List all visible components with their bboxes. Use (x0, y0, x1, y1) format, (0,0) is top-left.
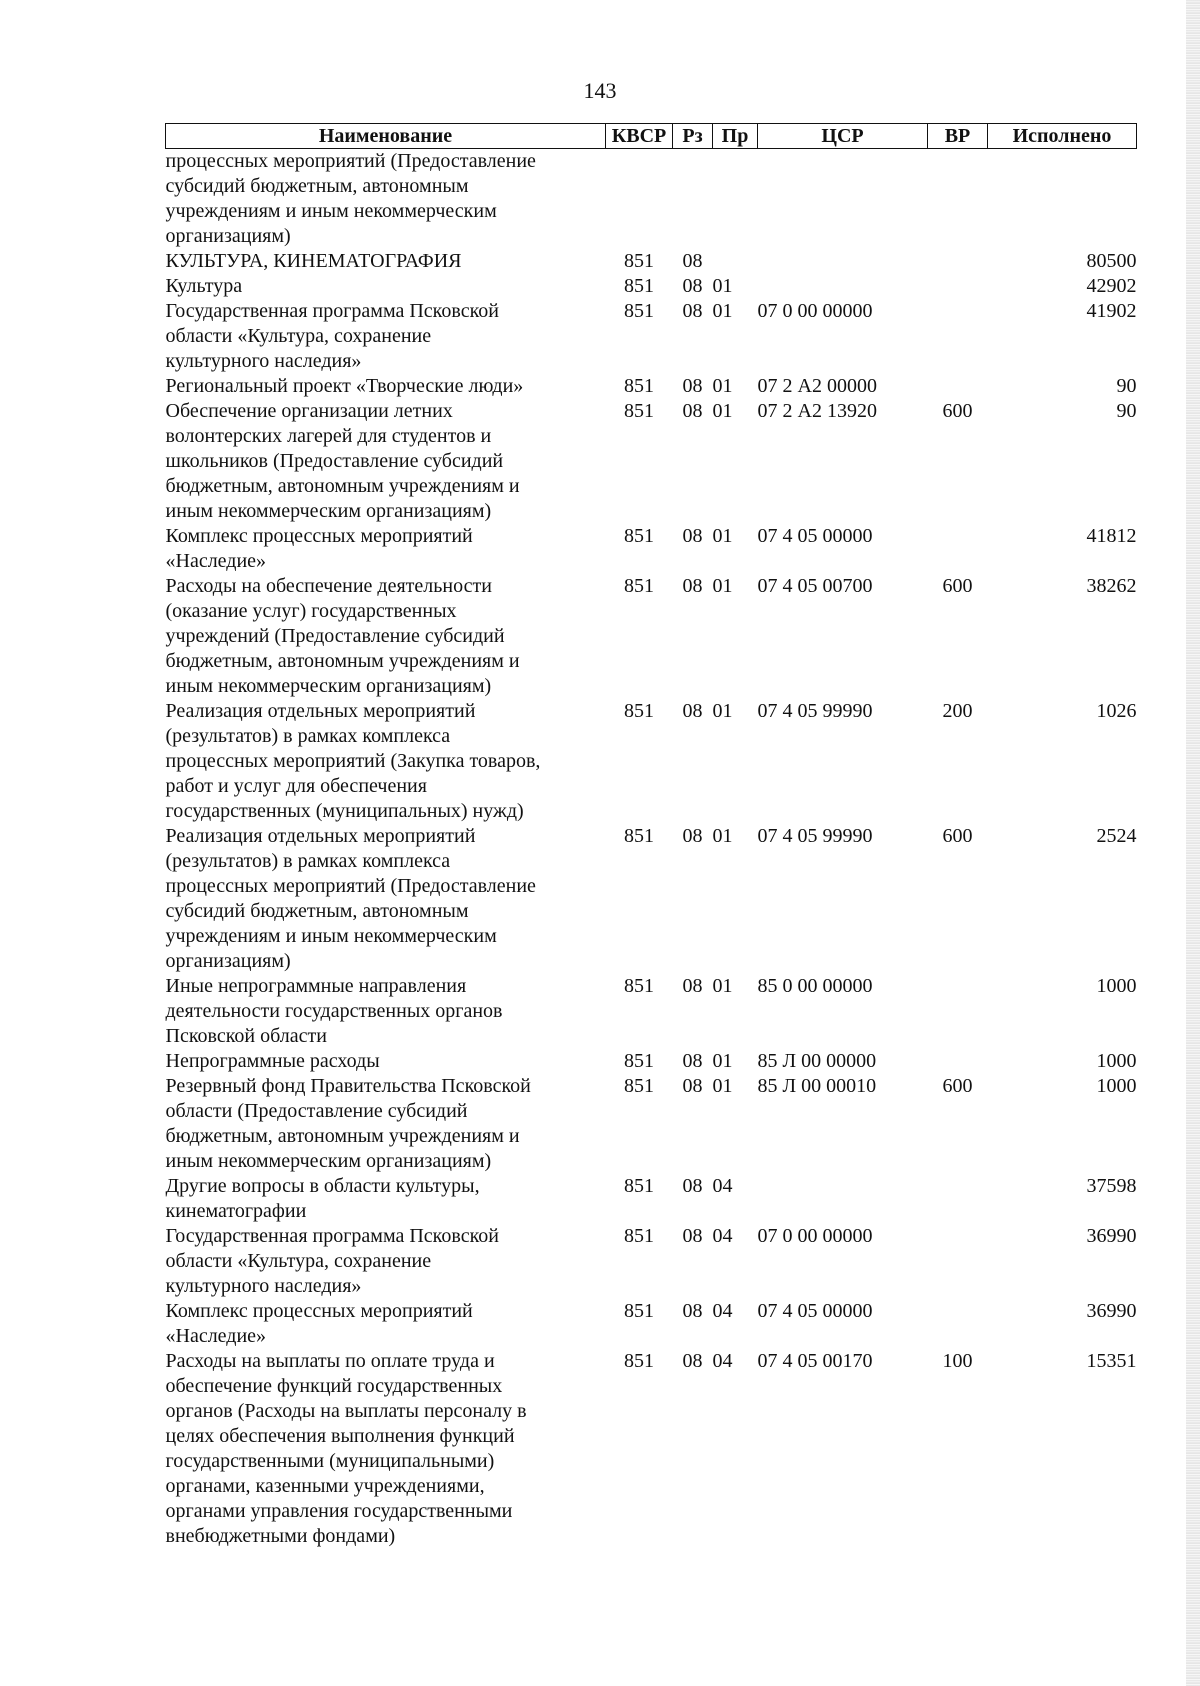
table-row (166, 824, 1137, 974)
cell-kvsr: 851 (624, 1300, 654, 1322)
cell-executed: 37598 (1086, 1175, 1137, 1197)
cell-kvsr: 851 (624, 700, 654, 722)
cell-kvsr: 851 (624, 400, 654, 422)
cell-pr: 04 (712, 1350, 733, 1372)
cell-executed: 41902 (1086, 300, 1137, 322)
cell-kvsr: 851 (624, 525, 654, 547)
header-vr: ВР (928, 124, 988, 149)
name-line: Расходы на выплаты по оплате труда и (165, 1350, 495, 1372)
name-line: иным некоммерческим организациям) (165, 675, 492, 697)
cell-pr (713, 149, 758, 250)
cell-name (166, 249, 606, 274)
cell-csr: 07 4 05 99990 (757, 825, 873, 847)
cell-rz: 08 (682, 1050, 703, 1072)
cell-rz: 08 (682, 575, 703, 597)
table-row (166, 1174, 1137, 1224)
header-name: Наименование (166, 124, 606, 149)
name-line: процессных мероприятий (Закупка товаров, (165, 750, 541, 772)
table-row (166, 374, 1137, 399)
name-line: Государственная программа Псковской (165, 1225, 499, 1247)
cell-vr (928, 274, 988, 299)
cell-name (166, 574, 606, 699)
name-line: Реализация отдельных мероприятий (165, 825, 476, 847)
cell-pr: 01 (712, 400, 733, 422)
cell-csr: 85 Л 00 00000 (757, 1050, 877, 1072)
cell-name (166, 1349, 606, 1549)
cell-executed: 15351 (1086, 1350, 1137, 1372)
name-line: целях обеспечения выполнения функций (165, 1425, 515, 1447)
cell-pr: 04 (712, 1300, 733, 1322)
header-csr: ЦСР (758, 124, 928, 149)
name-line: волонтерских лагерей для студентов и (165, 425, 492, 447)
cell-name (166, 399, 606, 524)
cell-csr: 07 2 А2 00000 (757, 375, 877, 397)
cell-executed: 38262 (1086, 575, 1137, 597)
cell-rz: 08 (682, 300, 703, 322)
name-line: работ и услуг для обеспечения (165, 775, 427, 797)
table-body (166, 149, 1137, 1550)
cell-kvsr (606, 149, 673, 250)
cell-rz: 08 (682, 525, 703, 547)
name-line: субсидий бюджетным, автономным (165, 175, 469, 197)
name-line: Государственная программа Псковской (165, 300, 499, 322)
budget-table (165, 123, 1137, 1549)
cell-vr (928, 1174, 988, 1224)
name-line: области «Культура, сохранение (165, 1250, 432, 1272)
name-line: школьников (Предоставление субсидий (165, 450, 504, 472)
table-row (166, 1224, 1137, 1299)
cell-csr (758, 149, 928, 250)
cell-rz: 08 (682, 1300, 703, 1322)
table-row (166, 974, 1137, 1049)
header-kvsr: КВСР (606, 124, 673, 149)
table-row (166, 149, 1137, 250)
cell-rz: 08 (682, 1075, 703, 1097)
name-line: культурного наследия» (165, 1275, 362, 1297)
cell-vr: 600 (942, 825, 973, 847)
name-line: иным некоммерческим организациям) (165, 1150, 492, 1172)
name-line: Комплекс процессных мероприятий (165, 1300, 473, 1322)
name-line: Расходы на обеспечение деятельности (165, 575, 492, 597)
cell-name (166, 374, 606, 399)
name-line: кинематографии (165, 1200, 307, 1222)
name-line: процессных мероприятий (Предоставление (165, 875, 536, 897)
cell-rz: 08 (682, 825, 703, 847)
name-line: органами управления государственными (165, 1500, 513, 1522)
name-line: субсидий бюджетным, автономным (165, 900, 469, 922)
cell-vr (928, 1049, 988, 1074)
cell-name (166, 699, 606, 824)
name-line: «Наследие» (165, 550, 267, 572)
name-line: учреждениям и иным некоммерческим (165, 200, 497, 222)
cell-executed: 42902 (1086, 275, 1137, 297)
cell-executed: 1000 (1096, 1075, 1137, 1097)
cell-vr (928, 524, 988, 574)
cell-executed: 90 (1116, 400, 1137, 422)
table-row (166, 1299, 1137, 1349)
cell-executed: 1026 (1096, 700, 1137, 722)
cell-kvsr: 851 (624, 1075, 654, 1097)
cell-csr: 07 2 А2 13920 (757, 400, 877, 422)
cell-kvsr: 851 (624, 1050, 654, 1072)
table-row (166, 574, 1137, 699)
name-line: области (Предоставление субсидий (165, 1100, 468, 1122)
cell-csr (758, 274, 928, 299)
name-line: организациям) (165, 225, 291, 247)
cell-vr: 100 (942, 1350, 973, 1372)
name-line: Резервный фонд Правительства Псковской (165, 1075, 531, 1097)
cell-rz: 08 (682, 1225, 703, 1247)
cell-rz: 08 (682, 375, 703, 397)
cell-vr (928, 249, 988, 274)
cell-csr: 07 4 05 99990 (757, 700, 873, 722)
cell-rz (673, 149, 713, 250)
cell-pr: 01 (712, 525, 733, 547)
name-line: (оказание услуг) государственных (165, 600, 457, 622)
cell-csr (758, 1174, 928, 1224)
table-row (166, 399, 1137, 524)
cell-executed: 36990 (1086, 1225, 1137, 1247)
cell-kvsr: 851 (624, 1175, 654, 1197)
name-line: Обеспечение организации летних (165, 400, 453, 422)
cell-executed: 2524 (1096, 825, 1137, 847)
cell-pr: 01 (712, 275, 733, 297)
cell-rz: 08 (682, 975, 703, 997)
table-row (166, 1049, 1137, 1074)
header-pr: Пр (713, 124, 758, 149)
cell-pr: 01 (712, 1050, 733, 1072)
cell-rz: 08 (682, 250, 703, 272)
cell-pr: 01 (712, 975, 733, 997)
cell-csr: 07 0 00 00000 (757, 300, 873, 322)
cell-csr: 07 4 05 00000 (757, 1300, 873, 1322)
cell-pr: 01 (712, 300, 733, 322)
cell-pr (713, 249, 758, 274)
cell-kvsr: 851 (624, 375, 654, 397)
cell-vr (928, 974, 988, 1049)
name-line: Реализация отдельных мероприятий (165, 700, 476, 722)
cell-kvsr: 851 (624, 575, 654, 597)
cell-executed (988, 149, 1137, 250)
cell-vr: 200 (942, 700, 973, 722)
name-line: государственными (муниципальными) (165, 1450, 495, 1472)
name-line: учреждениям и иным некоммерческим (165, 925, 497, 947)
table-row (166, 699, 1137, 824)
name-line: Культура (165, 275, 243, 297)
cell-kvsr: 851 (624, 300, 654, 322)
cell-vr (928, 149, 988, 250)
cell-csr (758, 249, 928, 274)
table-row (166, 299, 1137, 374)
name-line: обеспечение функций государственных (165, 1375, 503, 1397)
cell-pr: 01 (712, 1075, 733, 1097)
cell-name (166, 974, 606, 1049)
cell-pr: 01 (712, 575, 733, 597)
cell-csr: 07 4 05 00170 (757, 1350, 873, 1372)
cell-executed: 41812 (1086, 525, 1137, 547)
cell-executed: 80500 (1086, 250, 1137, 272)
cell-rz: 08 (682, 275, 703, 297)
cell-csr: 85 0 00 00000 (757, 975, 873, 997)
cell-name (166, 149, 606, 250)
cell-rz: 08 (682, 400, 703, 422)
name-line: КУЛЬТУРА, КИНЕМАТОГРАФИЯ (165, 250, 462, 272)
name-line: «Наследие» (165, 1325, 267, 1347)
name-line: Псковской области (165, 1025, 327, 1047)
cell-name (166, 274, 606, 299)
name-line: Другие вопросы в области культуры, (165, 1175, 480, 1197)
scan-edge (1186, 0, 1200, 1686)
cell-pr: 01 (712, 825, 733, 847)
page-number: 143 (583, 78, 617, 103)
cell-name (166, 299, 606, 374)
table-row (166, 524, 1137, 574)
cell-name (166, 524, 606, 574)
name-line: процессных мероприятий (Предоставление (165, 150, 536, 172)
name-line: Иные непрограммные направления (165, 975, 467, 997)
cell-name (166, 1224, 606, 1299)
cell-pr: 01 (712, 700, 733, 722)
cell-rz: 08 (682, 1175, 703, 1197)
cell-csr: 85 Л 00 00010 (757, 1075, 877, 1097)
cell-name (166, 1299, 606, 1349)
cell-vr (928, 374, 988, 399)
cell-kvsr: 851 (624, 1225, 654, 1247)
table-header-row (166, 124, 1137, 149)
cell-kvsr: 851 (624, 1350, 654, 1372)
cell-vr: 600 (942, 1075, 973, 1097)
cell-csr: 07 0 00 00000 (757, 1225, 873, 1247)
name-line: Непрограммные расходы (165, 1050, 380, 1072)
name-line: области «Культура, сохранение (165, 325, 432, 347)
name-line: Комплекс процессных мероприятий (165, 525, 473, 547)
name-line: деятельности государственных органов (165, 1000, 503, 1022)
name-line: организациям) (165, 950, 291, 972)
cell-executed: 36990 (1086, 1300, 1137, 1322)
name-line: бюджетным, автономным учреждениям и (165, 475, 520, 497)
cell-vr (928, 299, 988, 374)
cell-kvsr: 851 (624, 250, 654, 272)
cell-rz: 08 (682, 700, 703, 722)
cell-executed: 1000 (1096, 1050, 1137, 1072)
name-line: внебюджетными фондами) (165, 1525, 396, 1547)
cell-name (166, 1074, 606, 1174)
name-line: иным некоммерческим организациям) (165, 500, 492, 522)
cell-pr: 04 (712, 1175, 733, 1197)
cell-kvsr: 851 (624, 275, 654, 297)
cell-name (166, 824, 606, 974)
cell-name (166, 1174, 606, 1224)
cell-name (166, 1049, 606, 1074)
table-row (166, 249, 1137, 274)
cell-vr (928, 1299, 988, 1349)
header-rz: Рз (673, 124, 713, 149)
name-line: государственных (муниципальных) нужд) (165, 800, 524, 822)
name-line: культурного наследия» (165, 350, 362, 372)
name-line: бюджетным, автономным учреждениям и (165, 1125, 520, 1147)
name-line: органами, казенными учреждениями, (165, 1475, 485, 1497)
name-line: органов (Расходы на выплаты персоналу в (165, 1400, 527, 1422)
cell-vr: 600 (942, 575, 973, 597)
cell-pr: 04 (712, 1225, 733, 1247)
name-line: (результатов) в рамках комплекса (165, 725, 451, 747)
cell-vr (928, 1224, 988, 1299)
table-row (166, 274, 1137, 299)
cell-rz: 08 (682, 1350, 703, 1372)
table-row (166, 1349, 1137, 1549)
name-line: Региональный проект «Творческие люди» (165, 375, 524, 397)
name-line: (результатов) в рамках комплекса (165, 850, 451, 872)
table-row (166, 1074, 1137, 1174)
name-line: бюджетным, автономным учреждениям и (165, 650, 520, 672)
name-line: учреждений (Предоставление субсидий (165, 625, 505, 647)
header-executed: Исполнено (988, 124, 1137, 149)
cell-vr: 600 (942, 400, 973, 422)
cell-kvsr: 851 (624, 975, 654, 997)
cell-csr: 07 4 05 00700 (757, 575, 873, 597)
cell-pr: 01 (712, 375, 733, 397)
cell-executed: 90 (1116, 375, 1137, 397)
cell-csr: 07 4 05 00000 (757, 525, 873, 547)
cell-executed: 1000 (1096, 975, 1137, 997)
cell-kvsr: 851 (624, 825, 654, 847)
